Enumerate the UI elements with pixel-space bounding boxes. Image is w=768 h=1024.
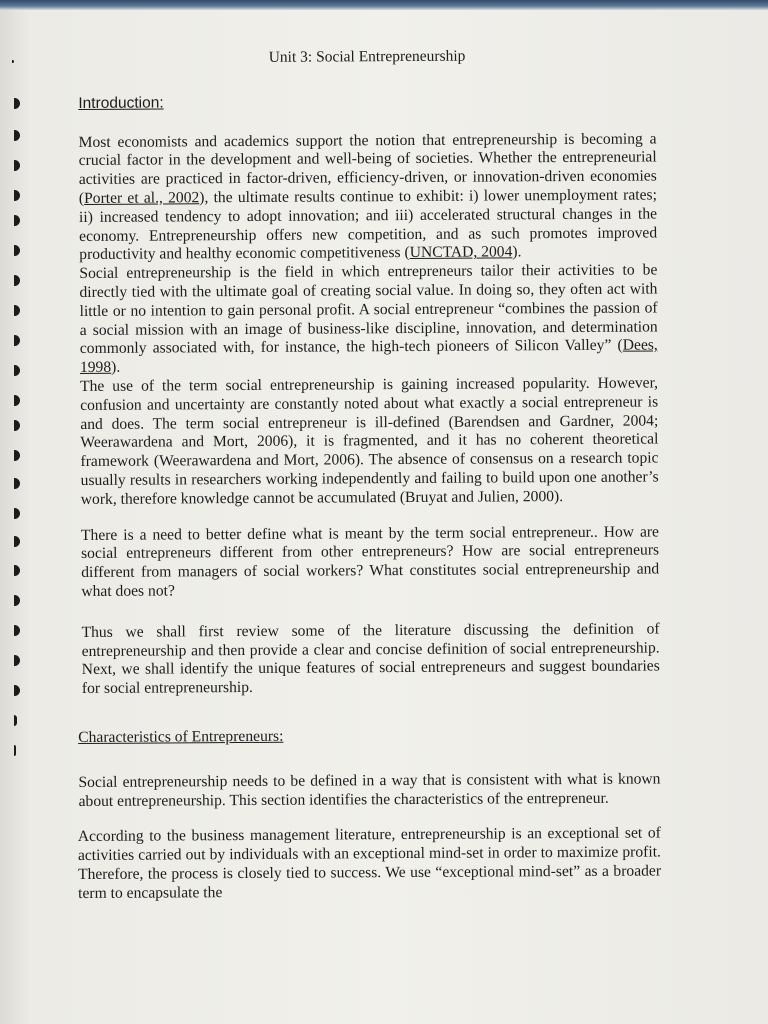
binding-hole bbox=[14, 745, 16, 756]
binding-hole bbox=[14, 275, 20, 286]
binding-hole bbox=[14, 508, 20, 519]
citation-link: Porter et al., 2002 bbox=[84, 189, 200, 207]
binding-hole bbox=[14, 625, 20, 636]
binding-hole bbox=[14, 565, 20, 576]
binding-holes bbox=[8, 60, 32, 760]
introduction-heading: Introduction: bbox=[78, 94, 164, 112]
scan-edge bbox=[0, 0, 768, 10]
intro-paragraph-2 bbox=[79, 262, 658, 378]
paragraph-text: ). bbox=[512, 243, 522, 261]
binding-hole bbox=[14, 160, 20, 171]
binding-hole bbox=[12, 60, 14, 63]
binding-hole bbox=[14, 305, 20, 316]
characteristics-paragraph-2: According to the business management literature, entrepreneurship is an exceptional set of activities carried out by individuals with an exceptional mind-set in order to maximize profit. Therefore, the process is closely tied to success. We use “exceptional mind-set” as a broader term to encapsulate the bbox=[77, 824, 662, 902]
intro-paragraph-5: Thus we shall first review some of the literature discussing the definition of entrepreneurship and then provide a clear and concise definition of social entrepreneurship. Next, we shall identify the unique features of social entrepreneurs and suggest boundaries for social entrepreneurship. bbox=[81, 620, 660, 698]
intro-paragraph-1 bbox=[79, 130, 658, 265]
binding-hole bbox=[14, 335, 20, 346]
paragraph-text: ), the ultimate results continue to exhibit: i) lower unemployment rates; ii) increased tendency to adopt innovation; and iii) accelerated structural changes in the economy. Entrepreneurship offers new competition, and as such promotes improved productivity and healthy economic competitiveness ( bbox=[78, 186, 658, 264]
intro-paragraph-3: The use of the term social entrepreneurship is gaining increased popularity. However, confusion and uncertainty are constantly noted about what exactly a social entrepreneur is and does. The term social entrepreneur is ill-defined (Barendsen and Gardner, 2004; Weerawardena and Mort, 2006), it is fragmented, and it has no coherent theoretical framework (Weerawardena and Mort, 2006). The absence of consensus on a research topic usually results in researchers working independently and failing to build upon one another’s work, therefore knowledge cannot be accumulated (Bruyat and Julien, 2000). bbox=[80, 374, 659, 508]
binding-hole bbox=[14, 536, 20, 547]
binding-hole bbox=[14, 395, 20, 406]
binding-hole bbox=[14, 420, 20, 431]
binding-hole bbox=[14, 655, 20, 666]
binding-hole bbox=[14, 130, 20, 141]
citation-link: Dees, 1998 bbox=[79, 336, 658, 377]
paragraph-text: Social entrepreneurship is the field in which entrepreneurs tailor their activities to be directly tied with the ultimate goal of creating social value. In doing so, they often act with little or no intention to gain personal profit. A social entrepreneur “combines the passion of a social mission with an image of business-like discipline, innovation, and determination commonly associated with, for instance, the high-tech pioneers of Silicon Valley” ( bbox=[79, 261, 658, 358]
binding-hole bbox=[14, 685, 20, 696]
binding-hole bbox=[14, 365, 20, 376]
citation-link: UNCTAD, 2004 bbox=[409, 243, 513, 262]
binding-hole bbox=[14, 478, 20, 489]
binding-hole bbox=[14, 595, 20, 606]
paragraph-text: ). bbox=[111, 358, 121, 376]
paragraph-text: Most economists and academics support the notion that entrepreneurship is becoming a crucial factor in the development and well-being of societies. Whether the entrepreneurial activities are practiced in factor-driven, efficiency-driven, or innovation-driven economies ( bbox=[78, 130, 657, 207]
page-title: Unit 3: Social Entrepreneurship bbox=[268, 47, 466, 66]
characteristics-paragraph-1: Social entrepreneurship needs to be defined in a way that is consistent with what is known about entrepreneurship. This section identifies the characteristics of the entrepreneur. bbox=[78, 770, 661, 810]
binding-hole bbox=[14, 450, 20, 461]
intro-paragraph-4: There is a need to better define what is meant by the term social entrepreneur.. How are social entrepreneurs different from other entrepreneurs? How are social entrepreneurs different from managers of social workers? What constitutes social entrepreneurship and what does not? bbox=[80, 522, 660, 600]
binding-hole bbox=[14, 190, 20, 201]
binding-hole bbox=[14, 215, 20, 226]
binding-hole bbox=[14, 98, 20, 109]
binding-hole bbox=[14, 715, 17, 726]
binding-hole bbox=[14, 245, 20, 256]
document-body bbox=[78, 46, 661, 903]
characteristics-heading: Characteristics of Entrepreneurs: bbox=[78, 727, 284, 746]
